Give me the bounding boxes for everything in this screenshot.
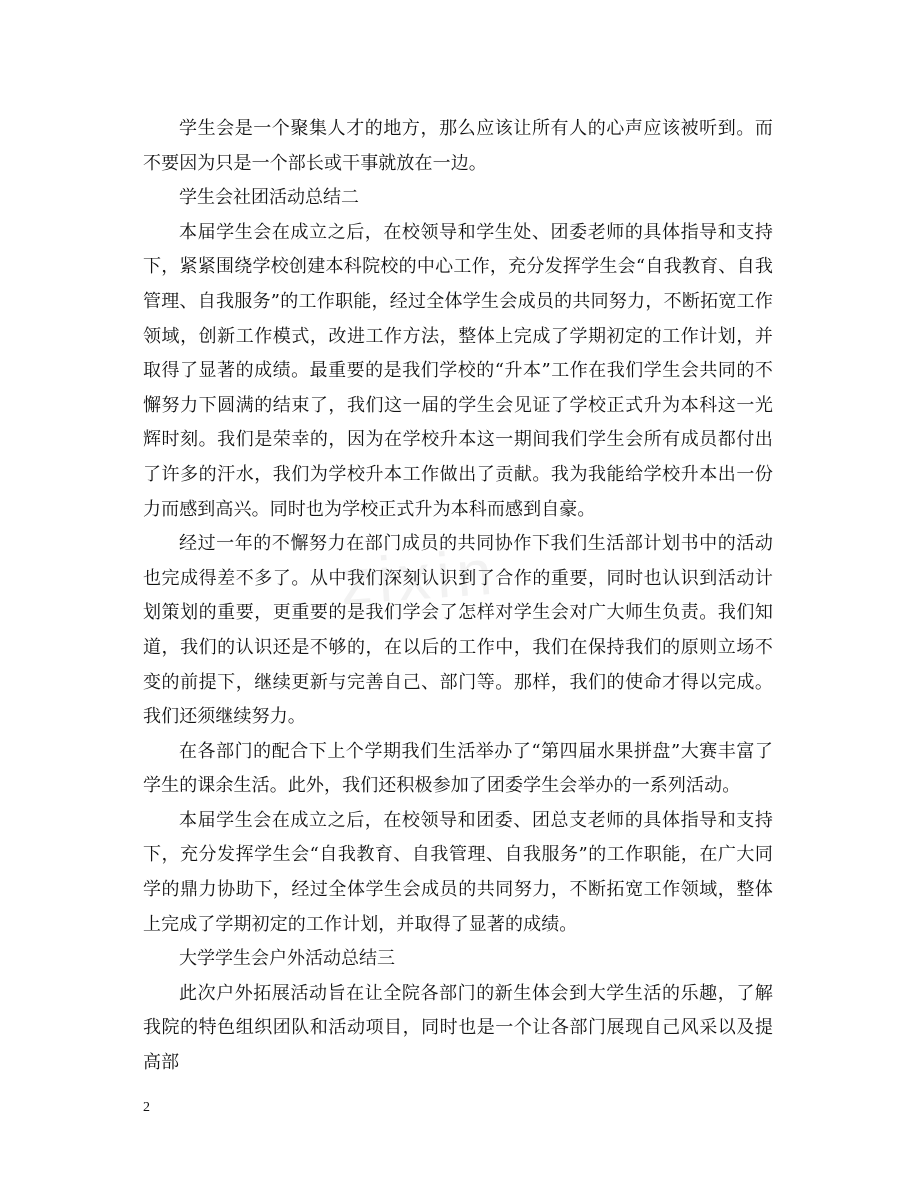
paragraph: 此次户外拓展活动旨在让全院各部门的新生体会到大学生活的乐趣，了解我院的特色组织团队和活动项目，同时也是一个让各部门展现自己风采以及提高部 <box>143 982 773 1074</box>
section-heading: 大学学生会户外活动总结三 <box>179 948 395 970</box>
paragraph: 本届学生会在成立之后，在校领导和学生处、团委老师的具体指导和支持下，紧紧围绕学校创建本科院校的中心工作，充分发挥学生会“自我教育、自我管理、自我服务”的工作职能，经过全体学生会成员的共同努力，不断拓宽工作领域，创新工作模式，改进工作方法，整体上完成了学期初定的工作计划，并取得了显著的成绩。最重要的是我们学校的“升本”工作在我们学生会共同的不懈努力下圆满的结束了，我们这一届的学生会见证了学校正式升为本科这一光辉时刻。我们是荣幸的，因为在学校升本这一期间我们学生会所有成员都付出了许多的汗水，我们为学校升本工作做出了贡献。我为我能给学校升本出一份力而感到高兴。同时也为学校正式升为本科而感到自豪。 <box>143 221 773 520</box>
watermark: zixin <box>337 535 501 619</box>
paragraph: 学生会是一个聚集人才的地方，那么应该让所有人的心声应该被听到。而不要因为只是一个部长或干事就放在一边。 <box>143 118 773 174</box>
page-number: 2 <box>143 1100 150 1115</box>
paragraph: 本届学生会在成立之后，在校领导和团委、团总支老师的具体指导和支持下，充分发挥学生会“自我教育、自我管理、自我服务”的工作职能，在广大同学的鼎力协助下，经过全体学生会成员的共同努力，不断拓宽工作领域，整体上完成了学期初定的工作计划，并取得了显著的成绩。 <box>143 809 773 935</box>
section-heading: 学生会社团活动总结二 <box>179 187 359 209</box>
document-body <box>143 112 773 1081</box>
paragraph: 在各部门的配合下上个学期我们生活举办了“第四届水果拼盘”大赛丰富了学生的课余生活。此外，我们还积极参加了团委学生会举办的一系列活动。 <box>143 740 773 797</box>
paragraph: 经过一年的不懈努力在部门成员的共同协作下我们生活部计划书中的活动也完成得差不多了。从中我们深刻认识到了合作的重要，同时也认识到活动计划策划的重要，更重要的是我们学会了怎样对学生会对广大师生负责。我们知道，我们的认识还是不够的，在以后的工作中，我们在保持我们的原则立场不变的前提下，继续更新与完善自己、部门等。那样，我们的使命才得以完成。我们还须继续努力。 <box>143 533 773 728</box>
